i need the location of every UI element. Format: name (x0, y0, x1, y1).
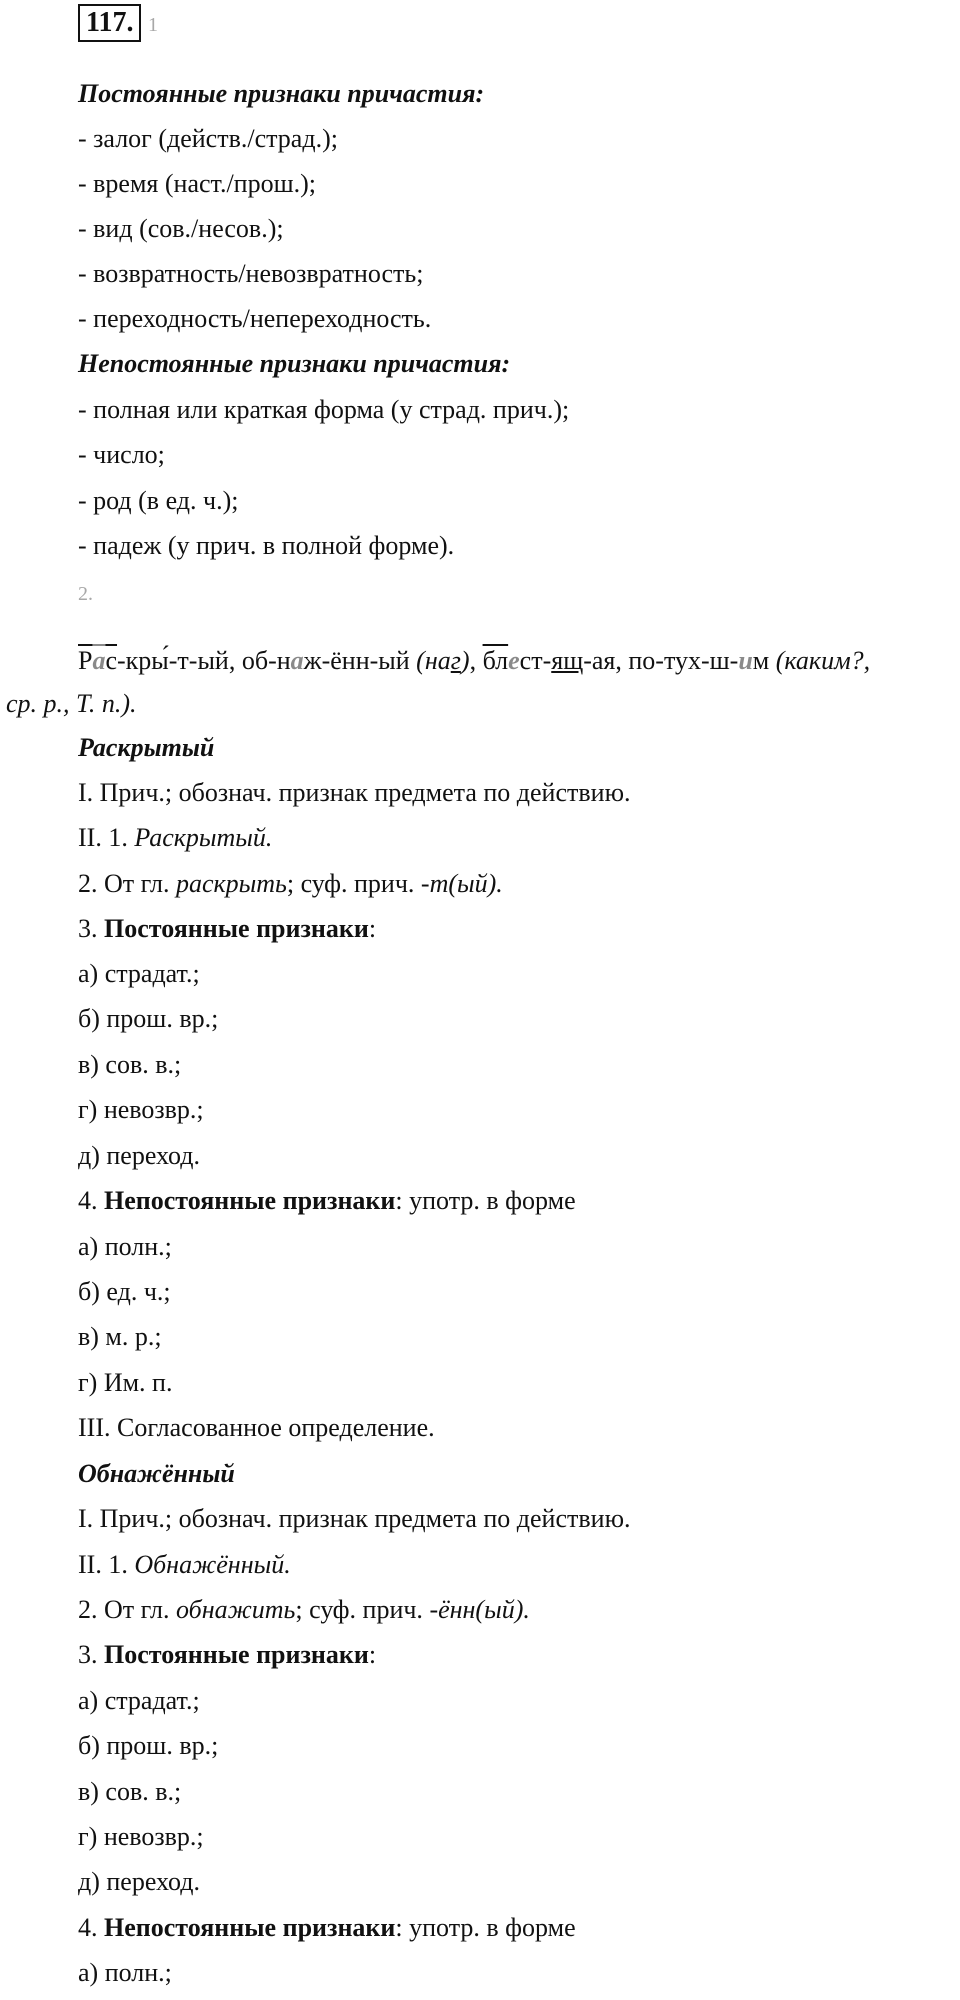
task-number: 117. (78, 4, 141, 42)
feature-item: а) полн.; (78, 1232, 172, 1261)
text: 2. От гл. (78, 1595, 176, 1624)
text: ; суф. прич. (295, 1595, 430, 1624)
const-features-heading: Постоянные признаки причастия: (78, 79, 485, 108)
text: 3. (78, 914, 104, 943)
word-fragment: -кры́-т-ый, об-н (117, 646, 291, 675)
subtask-number-1: 1 (147, 14, 158, 36)
text: Раскрытый. (134, 823, 273, 852)
feature-item: д) переход. (78, 1867, 201, 1896)
word-fragment: бл (482, 646, 509, 675)
morpheme-parsing-line (78, 645, 870, 677)
analysis-line (78, 868, 503, 900)
word-fragment: Р (78, 646, 93, 675)
word-fragment: - (542, 646, 552, 675)
nonconst-item: - число; (78, 440, 165, 469)
question-note: (каким?, (769, 646, 871, 675)
const-item: - время (наст./прош.); (78, 169, 316, 198)
text: обнажить (175, 1595, 296, 1624)
analysis-title: Раскрытый (78, 733, 215, 762)
feature-item: б) прош. вр.; (78, 1731, 219, 1760)
analysis-line (78, 1185, 576, 1217)
analysis-line (78, 1912, 576, 1944)
word-fragment: м (752, 646, 770, 675)
check-word-letter: г (450, 646, 461, 675)
text: -ённ(ый). (429, 1595, 530, 1624)
feature-item: г) невозвр.; (78, 1095, 204, 1124)
text: : (368, 914, 377, 943)
const-item: - переходность/непереходность. (78, 304, 432, 333)
feature-item: г) невозвр.; (78, 1822, 204, 1851)
text: : употр. в форме (395, 1186, 576, 1215)
nonconst-item: - полная или краткая форма (у страд. прич.); (78, 395, 570, 424)
text: Постоянные признаки (104, 914, 369, 943)
word-fragment: ж-ённ-ый (303, 646, 410, 675)
word-fragment: с (105, 646, 118, 675)
word-fragment: ящ (551, 646, 584, 675)
analysis-line: I. Прич.; обознач. признак предмета по действию. (78, 778, 631, 807)
feature-item: д) переход. (78, 1141, 201, 1170)
text: Непостоянные признаки (104, 1186, 396, 1215)
nonconst-features-heading: Непостоянные признаки причастия: (78, 349, 511, 378)
feature-item: в) м. р.; (78, 1322, 162, 1351)
highlight-letter: а (92, 646, 106, 675)
text: раскрыть (175, 869, 287, 898)
text: : (368, 1640, 377, 1669)
analysis-line (78, 822, 272, 854)
text: -т(ый). (420, 869, 503, 898)
text: 3. (78, 1640, 104, 1669)
analysis-line (78, 913, 376, 945)
text: II. 1. (78, 1550, 135, 1579)
text: : употр. в форме (395, 1913, 576, 1942)
check-word: ) (460, 646, 470, 675)
nonconst-item: - падеж (у прич. в полной форме). (78, 531, 455, 560)
analysis-line (78, 1549, 291, 1581)
const-item: - залог (действ./страд.); (78, 124, 338, 153)
text: ; суф. прич. (286, 869, 421, 898)
text: Непостоянные признаки (104, 1913, 396, 1942)
feature-item: г) Им. п. (78, 1368, 173, 1397)
feature-item: в) сов. в.; (78, 1777, 182, 1806)
analysis-line (78, 1639, 376, 1671)
analysis-line: III. Согласованное определение. (78, 1413, 435, 1442)
analysis-title: Обнажённый (78, 1459, 235, 1488)
check-word: (на (409, 646, 451, 675)
feature-item: а) страдат.; (78, 1686, 200, 1715)
word-fragment: -ая, по-тух-ш- (583, 646, 739, 675)
text: 4. (78, 1186, 104, 1215)
feature-item: б) ед. ч.; (78, 1277, 171, 1306)
text: 4. (78, 1913, 104, 1942)
subtask-number-2: 2. (78, 583, 93, 605)
text: Постоянные признаки (104, 1640, 369, 1669)
analysis-line (78, 1594, 530, 1626)
nonconst-item: - род (в ед. ч.); (78, 486, 239, 515)
feature-item: а) страдат.; (78, 959, 200, 988)
task-header (78, 4, 158, 42)
word-fragment: , (469, 646, 483, 675)
const-item: - вид (сов./несов.); (78, 214, 284, 243)
analysis-line: I. Прич.; обознач. признак предмета по действию. (78, 1504, 631, 1533)
text: II. 1. (78, 823, 135, 852)
word-fragment: ст (519, 646, 543, 675)
feature-item: б) прош. вр.; (78, 1004, 219, 1033)
highlight-letter: а (290, 646, 304, 675)
morpheme-parsing-line-2: ср. р., Т. п.). (6, 689, 137, 718)
text: Обнажённый. (134, 1550, 291, 1579)
const-item: - возвратность/невозвратность; (78, 259, 424, 288)
text: 2. От гл. (78, 869, 176, 898)
highlight-letter: и (738, 646, 753, 675)
feature-item: а) полн.; (78, 1958, 172, 1987)
feature-item: в) сов. в.; (78, 1050, 182, 1079)
highlight-letter: е (508, 646, 520, 675)
